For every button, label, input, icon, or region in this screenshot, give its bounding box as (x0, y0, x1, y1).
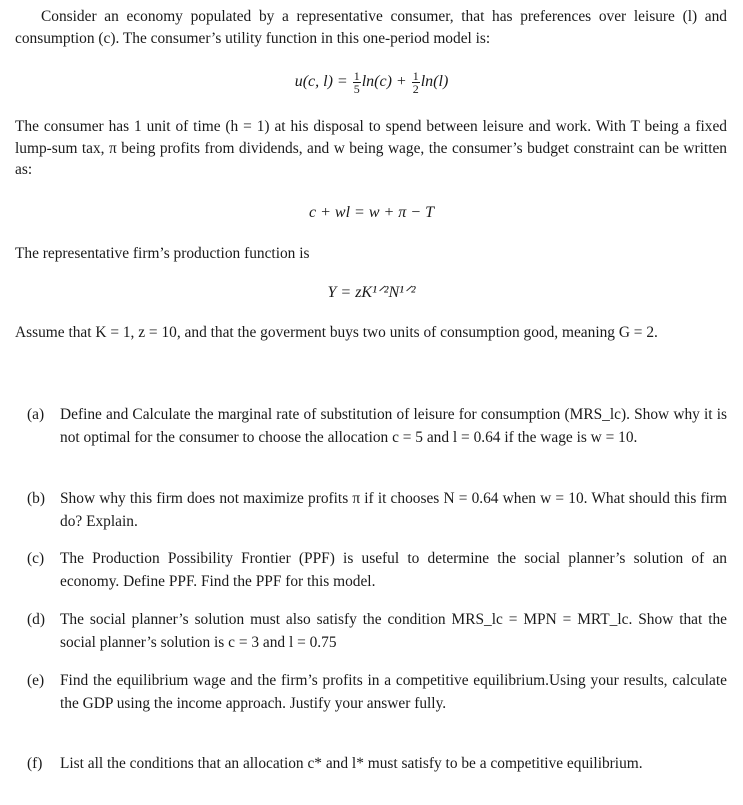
question-label: (b) (27, 490, 45, 507)
question-text: Find the equilibrium wage and the firm’s profits in a competitive equilibrium.Using your results, calculate the GDP using the income approach. Justify your answer fully. (60, 672, 727, 712)
utility-fraction-2-numerator: 1 (412, 69, 419, 83)
question-label: (e) (27, 672, 45, 689)
intro-paragraph-3 (15, 243, 727, 265)
question-b (27, 488, 727, 533)
intro-paragraph-3-text: The representative firm’s production function is (15, 245, 310, 262)
question-text: Define and Calculate the marginal rate of substitution of leisure for consumption (MRS_lc). Show why it is not optimal for the consumer to choose the allocation c = 5 and l = 0.64 if the wage is w = 10. (60, 406, 727, 446)
utility-lhs: u(c, l) = (294, 73, 348, 91)
production-function-equation (0, 282, 743, 302)
question-text: Show why this firm does not maximize profits π if it chooses N = 0.64 when w = 10. What should this firm do? Explain. (60, 490, 727, 530)
question-e (27, 670, 727, 715)
utility-function-equation (0, 70, 743, 95)
question-label: (d) (27, 611, 45, 628)
production-function-text: Y = zK¹ᐟ²N¹ᐟ² (327, 284, 416, 301)
utility-term-2: ln(l) (420, 73, 449, 91)
question-label: (a) (27, 406, 45, 423)
question-a (27, 404, 727, 449)
budget-constraint-equation (0, 204, 743, 222)
utility-fraction-1 (353, 70, 361, 95)
utility-fraction-1-denominator: 5 (353, 82, 360, 96)
intro-paragraph-2-text: The consumer has 1 unit of time (h = 1) at his disposal to spend between leisure and work. With T being a fixed lump-sum tax, π being profits from dividends, and w being wage, the consumer’s budget constraint can be written as: (15, 118, 727, 178)
intro-paragraph-1 (15, 6, 727, 49)
question-text: List all the conditions that an allocation c* and l* must satisfy to be a competitive equilibrium. (60, 755, 643, 772)
intro-paragraph-2 (15, 116, 727, 181)
utility-fraction-2-denominator: 2 (412, 82, 419, 96)
question-text: The Production Possibility Frontier (PPF) is useful to determine the social planner’s solution of an economy. Define PPF. Find the PPF for this model. (60, 550, 727, 590)
question-d (27, 609, 727, 654)
question-label: (c) (27, 550, 45, 567)
question-text: The social planner’s solution must also satisfy the condition MRS_lc = MPN = MRT_lc. Show that the social planner’s solution is c = 3 and l = 0.75 (60, 611, 727, 651)
question-label: (f) (27, 755, 43, 772)
utility-term-1: ln(c) + (361, 73, 407, 91)
budget-constraint-text: c + wl = w + π − T (309, 204, 434, 221)
utility-fraction-2 (412, 70, 420, 95)
intro-paragraph-1-text: Consider an economy populated by a representative consumer, that has preferences over leisure (l) and consumption (c). The consumer’s utility function in this one-period model is: (15, 8, 727, 47)
intro-paragraph-4-text: Assume that K = 1, z = 10, and that the goverment buys two units of consumption good, meaning G = 2. (15, 324, 658, 341)
question-c (27, 548, 727, 593)
utility-fraction-1-numerator: 1 (353, 69, 360, 83)
question-f (27, 753, 727, 776)
intro-paragraph-4 (15, 322, 727, 344)
